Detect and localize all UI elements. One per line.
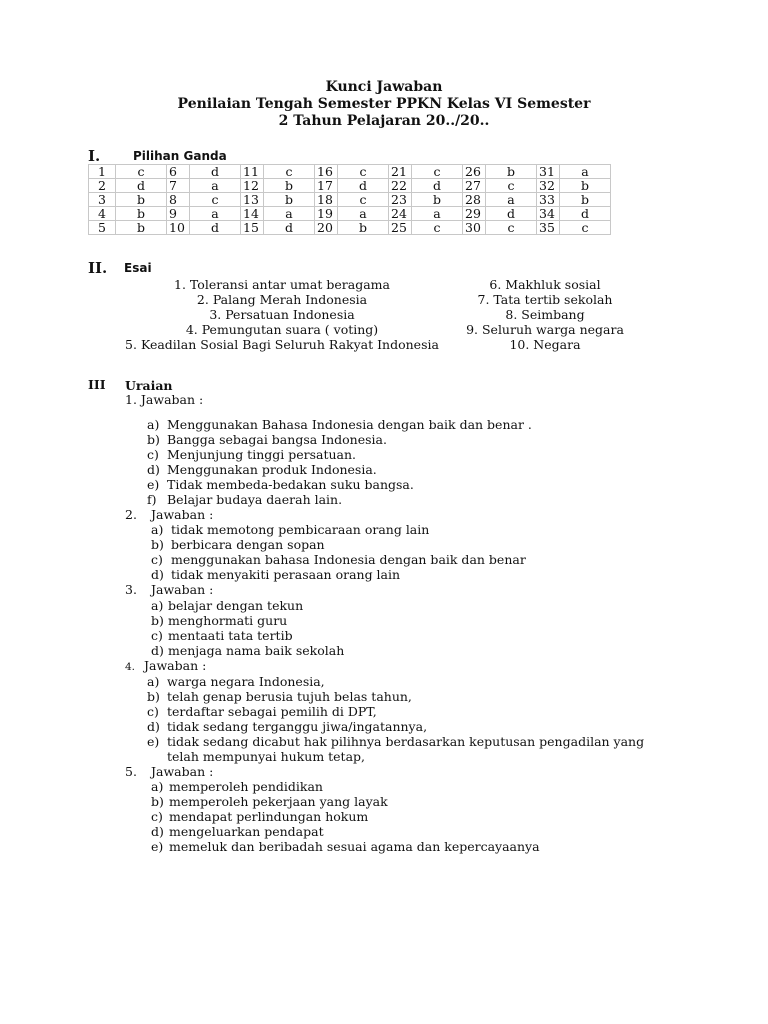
q4-item: a) warga negara Indonesia, bbox=[147, 674, 325, 689]
doc-subtitle-year: 2 Tahun Pelajaran 20../20.. bbox=[278, 113, 490, 129]
q4-heading: 4. Jawaban : bbox=[125, 658, 207, 673]
essay-answer: 1. Toleransi antar umat beragama bbox=[174, 277, 390, 292]
question-number-cell: 33 bbox=[537, 193, 560, 207]
question-number-cell: 34 bbox=[537, 207, 560, 221]
essay-answer: 10. Negara bbox=[509, 337, 581, 352]
question-number-cell: 17 bbox=[315, 179, 338, 193]
answer-letter-cell: c bbox=[338, 193, 389, 207]
answer-letter-cell: a bbox=[560, 165, 611, 179]
answer-letter-cell: d bbox=[338, 179, 389, 193]
question-number-cell: 35 bbox=[537, 221, 560, 235]
answer-letter-cell: a bbox=[190, 179, 241, 193]
essay-answers-left bbox=[110, 277, 454, 352]
question-number-cell: 25 bbox=[389, 221, 412, 235]
answer-letter-cell: b bbox=[560, 193, 611, 207]
answer-letter-cell: d bbox=[190, 221, 241, 235]
q5-item: d) mengeluarkan pendapat bbox=[151, 824, 324, 839]
q3-heading: 3. Jawaban : bbox=[125, 582, 214, 597]
section-2-number: II. bbox=[88, 259, 108, 277]
q2-heading: 2. Jawaban : bbox=[125, 507, 214, 522]
answer-letter-cell: d bbox=[264, 221, 315, 235]
q4-item: e) tidak sedang dicabut hak pilihnya berdasarkan keputusan pengadilan yang bbox=[147, 734, 645, 749]
q5-item: c) mendapat perlindungan hokum bbox=[151, 809, 369, 824]
question-number-cell: 20 bbox=[315, 221, 338, 235]
q2-item: c) menggunakan bahasa Indonesia dengan baik dan benar bbox=[151, 552, 526, 567]
answer-letter-cell: c bbox=[264, 165, 315, 179]
answer-letter-cell: b bbox=[560, 179, 611, 193]
section-3-number: III bbox=[88, 377, 106, 392]
q4-item-continuation: telah mempunyai hukum tetap, bbox=[167, 749, 366, 764]
question-number-cell: 18 bbox=[315, 193, 338, 207]
answer-row bbox=[89, 221, 611, 235]
section-3-label: Uraian bbox=[125, 378, 173, 393]
q3-item: b) menghormati guru bbox=[151, 613, 288, 628]
section-2-label: Esai bbox=[124, 261, 152, 275]
answer-letter-cell: b bbox=[412, 193, 463, 207]
multiple-choice-table bbox=[88, 164, 611, 235]
question-number-cell: 15 bbox=[241, 221, 264, 235]
doc-title: Kunci Jawaban bbox=[325, 79, 443, 95]
answer-letter-cell: a bbox=[190, 207, 241, 221]
answer-row bbox=[89, 207, 611, 221]
question-number-cell: 19 bbox=[315, 207, 338, 221]
q2-item: b) berbicara dengan sopan bbox=[151, 537, 325, 552]
question-number-cell: 24 bbox=[389, 207, 412, 221]
answer-letter-cell: c bbox=[486, 221, 537, 235]
answer-letter-cell: d bbox=[412, 179, 463, 193]
question-number-cell: 14 bbox=[241, 207, 264, 221]
answer-letter-cell: a bbox=[486, 193, 537, 207]
essay-answer: 8. Seimbang bbox=[505, 307, 585, 322]
question-number-cell: 29 bbox=[463, 207, 486, 221]
question-number-cell: 23 bbox=[389, 193, 412, 207]
question-number-cell: 30 bbox=[463, 221, 486, 235]
q1-item: a) Menggunakan Bahasa Indonesia dengan baik dan benar . bbox=[147, 417, 532, 432]
essay-answer: 5. Keadilan Sosial Bagi Seluruh Rakyat Indonesia bbox=[125, 337, 439, 352]
question-number-cell: 9 bbox=[167, 207, 190, 221]
section-1-label: Pilihan Ganda bbox=[133, 149, 227, 163]
question-number-cell: 11 bbox=[241, 165, 264, 179]
answer-letter-cell: c bbox=[560, 221, 611, 235]
question-number-cell: 4 bbox=[89, 207, 116, 221]
q4-item: b) telah genap berusia tujuh belas tahun, bbox=[147, 689, 412, 704]
question-number-cell: 1 bbox=[89, 165, 116, 179]
q4-item: d) tidak sedang terganggu jiwa/ingatannya, bbox=[147, 719, 428, 734]
essay-answer: 6. Makhluk sosial bbox=[489, 277, 601, 292]
answer-row bbox=[89, 165, 611, 179]
answer-letter-cell: b bbox=[486, 165, 537, 179]
q1-item: f) Belajar budaya daerah lain. bbox=[147, 492, 343, 507]
q5-item: a) memperoleh pendidikan bbox=[151, 779, 323, 794]
essay-answer: 4. Pemungutan suara ( voting) bbox=[185, 322, 379, 337]
question-number-cell: 7 bbox=[167, 179, 190, 193]
answer-letter-cell: d bbox=[190, 165, 241, 179]
question-number-cell: 10 bbox=[167, 221, 190, 235]
q3-item: d) menjaga nama baik sekolah bbox=[151, 643, 345, 658]
answer-letter-cell: b bbox=[264, 179, 315, 193]
essay-answer: 3. Persatuan Indonesia bbox=[209, 307, 355, 322]
answer-letter-cell: d bbox=[116, 179, 167, 193]
question-number-cell: 21 bbox=[389, 165, 412, 179]
answer-letter-cell: b bbox=[116, 193, 167, 207]
q1-heading: 1. Jawaban : bbox=[125, 392, 204, 407]
answer-letter-cell: d bbox=[560, 207, 611, 221]
q4-item: c) terdaftar sebagai pemilih di DPT, bbox=[147, 704, 377, 719]
answer-letter-cell: d bbox=[486, 207, 537, 221]
question-number-cell: 28 bbox=[463, 193, 486, 207]
question-number-cell: 16 bbox=[315, 165, 338, 179]
question-number-cell: 27 bbox=[463, 179, 486, 193]
q1-item: c) Menjunjung tinggi persatuan. bbox=[147, 447, 357, 462]
question-number-cell: 6 bbox=[167, 165, 190, 179]
q2-item: d) tidak menyakiti perasaan orang lain bbox=[151, 567, 401, 582]
essay-answer: 9. Seluruh warga negara bbox=[466, 322, 624, 337]
q3-item: a) belajar dengan tekun bbox=[151, 598, 304, 613]
q5-item: e) memeluk dan beribadah sesuai agama dan kepercayaanya bbox=[151, 839, 540, 854]
answer-letter-cell: a bbox=[338, 207, 389, 221]
answer-letter-cell: c bbox=[338, 165, 389, 179]
answer-row bbox=[89, 179, 611, 193]
q5-heading: 5. Jawaban : bbox=[125, 764, 214, 779]
question-number-cell: 13 bbox=[241, 193, 264, 207]
essay-answers-right bbox=[440, 277, 650, 352]
answer-letter-cell: b bbox=[116, 207, 167, 221]
question-number-cell: 32 bbox=[537, 179, 560, 193]
answer-letter-cell: c bbox=[116, 165, 167, 179]
section-1-number: I. bbox=[88, 147, 101, 165]
answer-letter-cell: c bbox=[190, 193, 241, 207]
answer-letter-cell: a bbox=[412, 207, 463, 221]
q3-item: c) mentaati tata tertib bbox=[151, 628, 293, 643]
answer-letter-cell: c bbox=[412, 165, 463, 179]
answer-letter-cell: a bbox=[264, 207, 315, 221]
answer-letter-cell: b bbox=[264, 193, 315, 207]
answer-letter-cell: b bbox=[338, 221, 389, 235]
q5-item: b) memperoleh pekerjaan yang layak bbox=[151, 794, 388, 809]
answer-letter-cell: b bbox=[116, 221, 167, 235]
question-number-cell: 3 bbox=[89, 193, 116, 207]
q2-item: a) tidak memotong pembicaraan orang lain bbox=[151, 522, 430, 537]
essay-answer: 7. Tata tertib sekolah bbox=[477, 292, 613, 307]
answer-letter-cell: c bbox=[486, 179, 537, 193]
question-number-cell: 26 bbox=[463, 165, 486, 179]
question-number-cell: 12 bbox=[241, 179, 264, 193]
essay-answer: 2. Palang Merah Indonesia bbox=[196, 292, 368, 307]
question-number-cell: 2 bbox=[89, 179, 116, 193]
question-number-cell: 22 bbox=[389, 179, 412, 193]
question-number-cell: 31 bbox=[537, 165, 560, 179]
answer-letter-cell: c bbox=[412, 221, 463, 235]
question-number-cell: 5 bbox=[89, 221, 116, 235]
q1-item: d) Menggunakan produk Indonesia. bbox=[147, 462, 377, 477]
q1-item: e) Tidak membeda-bedakan suku bangsa. bbox=[147, 477, 414, 492]
q1-item: b) Bangga sebagai bangsa Indonesia. bbox=[147, 432, 387, 447]
question-number-cell: 8 bbox=[167, 193, 190, 207]
answer-row bbox=[89, 193, 611, 207]
doc-subtitle: Penilaian Tengah Semester PPKN Kelas VI Semester bbox=[177, 96, 591, 112]
